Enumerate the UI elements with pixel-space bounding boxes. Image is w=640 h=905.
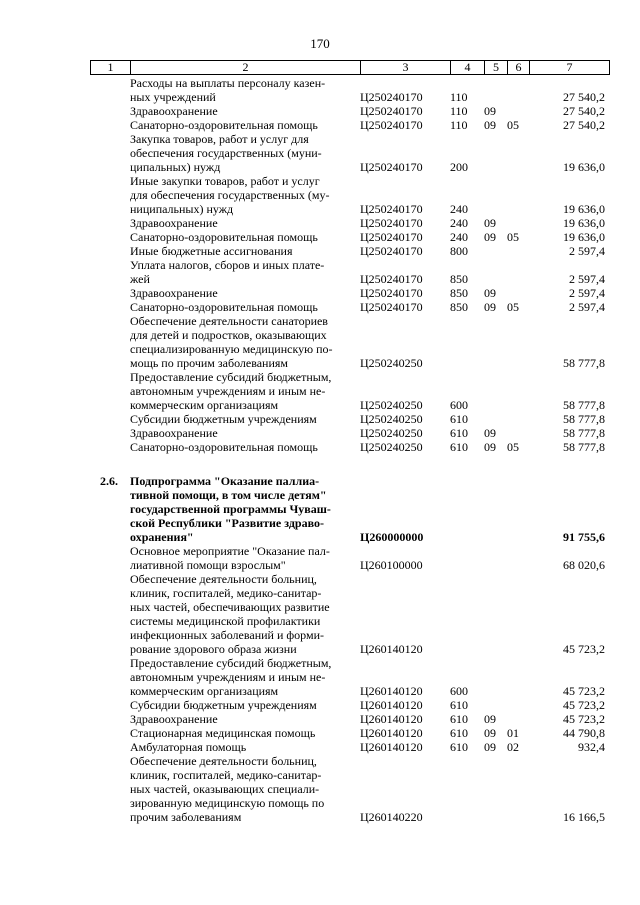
row-name-line: Санаторно-оздоровительная помощь [130,118,318,132]
row-code: Ц250240250 [360,356,423,370]
row-subsection: 01 [507,726,519,740]
row-name-line: для детей и подростков, оказывающих [130,328,327,342]
row-subsection: 05 [507,300,519,314]
row-name [130,104,360,118]
row-name [130,412,360,426]
header-row [91,61,610,75]
row-name [130,544,360,572]
row-code: Ц260140120 [360,698,423,712]
row-subsection: 05 [507,230,519,244]
row-section: 09 [484,300,496,314]
row-name [130,726,360,740]
row-code: Ц250240250 [360,398,423,412]
row-amount: 2 597,4 [569,300,605,314]
header-col-7: 7 [530,61,610,75]
row-section: 09 [484,440,496,454]
row-name-line: Расходы на выплаты персоналу казен- [130,76,326,90]
row-expense-type: 610 [450,426,468,440]
table-row [90,412,609,426]
table-row-section [90,474,609,544]
page-number: 170 [310,36,330,51]
row-name [130,740,360,754]
row-name-line: специализированную медицинскую по- [130,342,333,356]
row-name [130,370,360,412]
row-code: Ц250240170 [360,300,423,314]
row-name-line: Закупка товаров, работ и услуг для [130,132,309,146]
table-row [90,754,609,824]
row-code: Ц260140120 [360,642,423,656]
row-name-line: Предоставление субсидий бюджетным, [130,656,332,670]
row-section: 09 [484,712,496,726]
row-expense-type: 240 [450,230,468,244]
row-code: Ц250240170 [360,90,423,104]
header-col-2: 2 [131,61,361,75]
row-amount: 19 636,0 [563,216,605,230]
row-expense-type: 240 [450,216,468,230]
row-code: Ц260140120 [360,712,423,726]
row-amount: 58 777,8 [563,440,605,454]
row-name-line: коммерческим организациям [130,684,279,698]
row-subsection: 05 [507,440,519,454]
row-name-line: коммерческим организациям [130,398,279,412]
row-amount: 45 723,2 [563,698,605,712]
row-expense-type: 610 [450,740,468,754]
row-amount: 19 636,0 [563,202,605,216]
row-expense-type: 850 [450,272,468,286]
row-amount: 27 540,2 [563,90,605,104]
row-amount: 2 597,4 [569,272,605,286]
row-code: Ц250240170 [360,216,423,230]
row-amount: 45 723,2 [563,712,605,726]
row-name-line: тивной помощи, в том числе детям" [130,488,327,502]
row-name-line: Субсидии бюджетным учреждениям [130,412,317,426]
row-expense-type: 800 [450,244,468,258]
header-col-1: 1 [91,61,131,75]
row-name [130,286,360,300]
table-row [90,370,609,412]
table-row [90,76,609,104]
row-code: Ц250240250 [360,426,423,440]
table-row [90,258,609,286]
row-amount: 2 597,4 [569,244,605,258]
row-name-line: Обеспечение деятельности больниц, [130,572,317,586]
row-name-line: Обеспечение деятельности больниц, [130,754,317,768]
row-code: Ц250240170 [360,244,423,258]
table-row [90,440,609,454]
row-name-line: ниципальных) нужд [130,202,234,216]
row-section: 09 [484,426,496,440]
row-name-line: Стационарная медицинская помощь [130,726,316,740]
row-amount: 27 540,2 [563,104,605,118]
row-amount: 19 636,0 [563,160,605,174]
row-amount: 932,4 [578,740,605,754]
row-expense-type: 610 [450,412,468,426]
row-section: 09 [484,118,496,132]
row-amount: 45 723,2 [563,684,605,698]
table-row [90,314,609,370]
row-code: Ц250240170 [360,118,423,132]
row-amount: 91 755,6 [563,530,605,544]
row-name-line: Здравоохранение [130,216,218,230]
row-code: Ц250240170 [360,104,423,118]
row-name [130,300,360,314]
row-expense-type: 850 [450,300,468,314]
row-name-line: клиник, госпиталей, медико-санитар- [130,768,322,782]
row-code: Ц260000000 [360,530,424,544]
row-expense-type: 850 [450,286,468,300]
row-name [130,698,360,712]
table-row [90,572,609,656]
row-name-line: Обеспечение деятельности санаториев [130,314,328,328]
row-name-line: автономным учреждениям и иным не- [130,384,326,398]
table-row [90,740,609,754]
row-code: Ц260140120 [360,726,423,740]
row-name-line: Иные закупки товаров, работ и услуг [130,174,320,188]
row-name-line: прочим заболеваниям [130,810,242,824]
row-expense-type: 110 [450,118,468,132]
row-name-line: Здравоохранение [130,286,218,300]
row-name-line: ных учреждений [130,90,216,104]
row-amount: 68 020,6 [563,558,605,572]
row-number: 2.6. [100,474,118,488]
row-code: Ц250240170 [360,202,423,216]
row-name-line: государственной программы Чуваш- [130,502,331,516]
row-amount: 44 790,8 [563,726,605,740]
row-amount: 58 777,8 [563,398,605,412]
row-expense-type: 610 [450,440,468,454]
column-number-header [90,60,610,75]
row-code: Ц250240170 [360,230,423,244]
row-name-line: Предоставление субсидий бюджетным, [130,370,332,384]
row-name-line: Санаторно-оздоровительная помощь [130,440,318,454]
row-name [130,754,360,824]
row-amount: 45 723,2 [563,642,605,656]
row-name [130,244,360,258]
row-subsection: 02 [507,740,519,754]
row-name [130,258,360,286]
row-name-line: рование здорового образа жизни [130,642,297,656]
row-amount: 2 597,4 [569,286,605,300]
table-row [90,230,609,244]
row-expense-type: 240 [450,202,468,216]
row-name [130,118,360,132]
row-name-line: ных частей, обеспечивающих развитие [130,600,330,614]
row-section: 09 [484,104,496,118]
row-name [130,216,360,230]
row-name [130,474,360,544]
budget-table-body [90,76,609,824]
row-expense-type: 610 [450,712,468,726]
row-code: Ц260140120 [360,684,423,698]
table-row [90,104,609,118]
row-amount: 58 777,8 [563,412,605,426]
row-code: Ц250240170 [360,286,423,300]
row-name-line: лиативной помощи взрослым" [130,558,286,572]
table-row [90,174,609,216]
row-expense-type: 600 [450,398,468,412]
row-section: 09 [484,726,496,740]
row-code: Ц260140220 [360,810,423,824]
row-name [130,76,360,104]
row-section: 09 [484,216,496,230]
row-amount: 16 166,5 [563,810,605,824]
header-col-4: 4 [451,61,485,75]
row-expense-type: 610 [450,726,468,740]
header-col-3: 3 [361,61,451,75]
row-name-line: зированную медицинскую помощь по [130,796,325,810]
row-expense-type: 110 [450,104,468,118]
section-spacer [90,454,609,474]
row-code: Ц260140120 [360,740,423,754]
row-name-line: для обеспечения государственных (му- [130,188,330,202]
row-expense-type: 610 [450,698,468,712]
row-name-line: Санаторно-оздоровительная помощь [130,300,318,314]
row-code: Ц250240170 [360,160,423,174]
row-expense-type: 200 [450,160,468,174]
table-row [90,698,609,712]
row-name-line: мощь по прочим заболеваниям [130,356,289,370]
row-name [130,712,360,726]
row-name [130,656,360,698]
row-name-line: Подпрограмма "Оказание паллиа- [130,474,320,488]
row-name-line: жей [130,272,150,286]
row-name-line: Амбулаторная помощь [130,740,247,754]
row-name-line: автономным учреждениям и иным не- [130,670,326,684]
row-name-line: Санаторно-оздоровительная помощь [130,230,318,244]
header-col-5: 5 [485,61,508,75]
row-name [130,440,360,454]
row-name [130,426,360,440]
row-expense-type: 600 [450,684,468,698]
row-code: Ц250240250 [360,412,423,426]
table-row [90,300,609,314]
table-row [90,426,609,440]
header-col-6: 6 [508,61,530,75]
row-name-line: Основное мероприятие "Оказание пал- [130,544,330,558]
row-name-line: Здравоохранение [130,426,218,440]
row-name-line: инфекционных заболеваний и форми- [130,628,324,642]
row-name-line: обеспечения государственных (муни- [130,146,322,160]
row-name [130,132,360,174]
row-name [130,174,360,216]
table-row [90,544,609,572]
table-row [90,656,609,698]
row-expense-type: 110 [450,90,468,104]
row-name-line: клиник, госпиталей, медико-санитар- [130,586,322,600]
row-amount: 27 540,2 [563,118,605,132]
row-code: Ц250240170 [360,272,423,286]
row-name-line: ципальных) нужд [130,160,221,174]
table-row [90,244,609,258]
row-name [130,314,360,370]
table-row [90,712,609,726]
row-name-line: ных частей, оказывающих специали- [130,782,320,796]
table-row [90,726,609,740]
row-amount: 19 636,0 [563,230,605,244]
row-name-line: Уплата налогов, сборов и иных плате- [130,258,325,272]
row-name [130,572,360,656]
row-name-line: Здравоохранение [130,104,218,118]
row-code: Ц260100000 [360,558,423,572]
row-amount: 58 777,8 [563,426,605,440]
row-amount: 58 777,8 [563,356,605,370]
row-name-line: Здравоохранение [130,712,218,726]
row-name [130,230,360,244]
table-row [90,118,609,132]
row-code: Ц250240250 [360,440,423,454]
row-subsection: 05 [507,118,519,132]
table-row [90,216,609,230]
table-row [90,286,609,300]
row-section: 09 [484,230,496,244]
row-name-line: Субсидии бюджетным учреждениям [130,698,317,712]
row-name-line: ской Республики "Развитие здраво- [130,516,324,530]
row-name-line: Иные бюджетные ассигнования [130,244,293,258]
table-row [90,132,609,174]
row-section: 09 [484,740,496,754]
row-section: 09 [484,286,496,300]
row-name-line: охранения" [130,530,194,544]
row-name-line: системы медицинской профилактики [130,614,321,628]
